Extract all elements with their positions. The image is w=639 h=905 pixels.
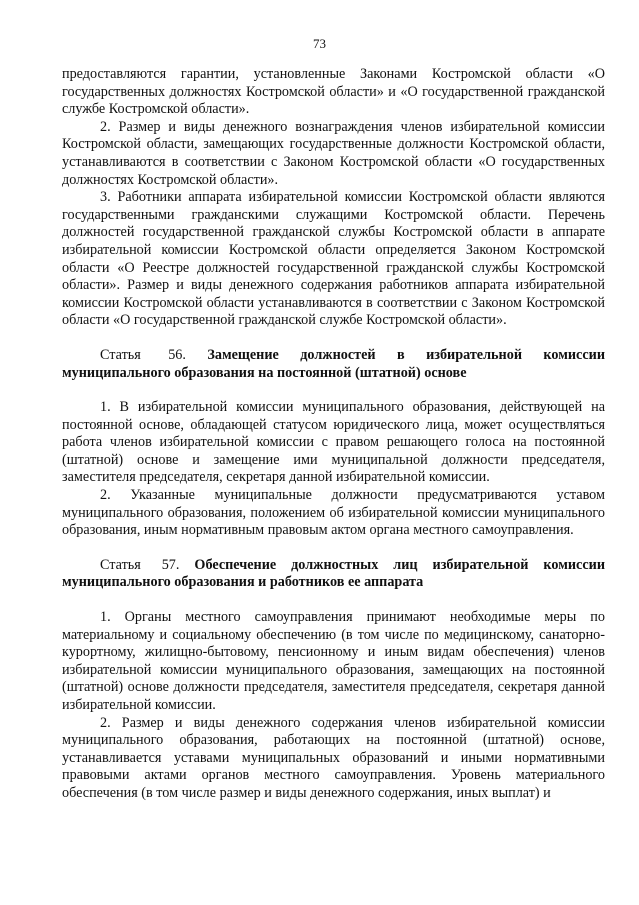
article-57-paragraph-1: 1. Органы местного самоуправления принимают необходимые меры по материальному и социальному обеспечению (в том числе по медицинскому, санаторно-курортному, жилищно-бытовому, пенсионному и иным видам обеспечения) членов избирательной комиссии муниципального образования, замещающих на постоянной (штатной) основе должности председателя, заместителя председателя, секретаря данной избирательной комиссии. (62, 609, 605, 713)
document-body (62, 66, 605, 803)
paragraph-item-2: 2. Размер и виды денежного вознаграждения членов избирательной комиссии Костромской области, замещающих государственные должности Костромской области, устанавливаются в соответствии с Законом Костромской области «О государственных должностях Костромской области». (62, 118, 605, 188)
section-spacer (62, 382, 605, 399)
article-57-number: Статья 57. (100, 556, 180, 573)
article-57-paragraph-2: 2. Размер и виды денежного содержания членов избирательной комиссии муниципального образования, работающих на постоянной (штатной) основе, устанавливается уставами муниципальных образований и иными нормативными правовыми актами органов местного самоуправления. Уровень материального обеспечения (в том числе размер и виды денежного содержания, иных выплат) и (62, 714, 605, 801)
section-spacer (62, 540, 605, 557)
section-spacer (62, 592, 605, 609)
section-spacer (62, 330, 605, 347)
article-56-heading (62, 347, 605, 382)
paragraph-continuation: предоставляются гарантии, установленные Законами Костромской области «О государственных должностях Костромской области» и «О государственной гражданской службе Костромской области». (62, 66, 605, 118)
article-56-paragraph-1: 1. В избирательной комиссии муниципального образования, действующей на постоянной основе, обладающей статусом юридического лица, может осуществляться работа членов избирательной комиссии с правом решающего голоса на постоянной (штатной) основе и замещение ими муниципальной должности председателя, заместителя председателя, секретаря данной избирательной комиссии. (62, 399, 605, 486)
article-56-title: Замещение должностей в избирательной комиссии муниципального образования на постоянной (штатной) основе (62, 346, 606, 381)
article-57-heading (62, 557, 605, 592)
article-56-paragraph-2: 2. Указанные муниципальные должности предусматриваются уставом муниципального образования, положением об избирательной комиссии муниципального образования, иным нормативным правовым актом органа местного самоуправления. (62, 487, 605, 539)
paragraph-item-3: 3. Работники аппарата избирательной комиссии Костромской области являются государственными гражданскими служащими Костромской области. Перечень должностей государственной гражданской службы Костромской области в аппарате избирательной комиссии Костромской области определяется Законом Костромской области «О Реестре должностей государственной гражданской службы Костромской области». Размер и виды денежного содержания работников аппарата избирательной комиссии Костромской области устанавливаются в соответствии с Законом Костромской области «О государственной гражданской службе Костромской области». (62, 189, 605, 329)
page-number: 73 (313, 36, 326, 51)
article-56-number: Статья 56. (100, 346, 186, 363)
article-57-title: Обеспечение должностных лиц избирательной комиссии муниципального образования и работников ее аппарата (62, 556, 605, 591)
